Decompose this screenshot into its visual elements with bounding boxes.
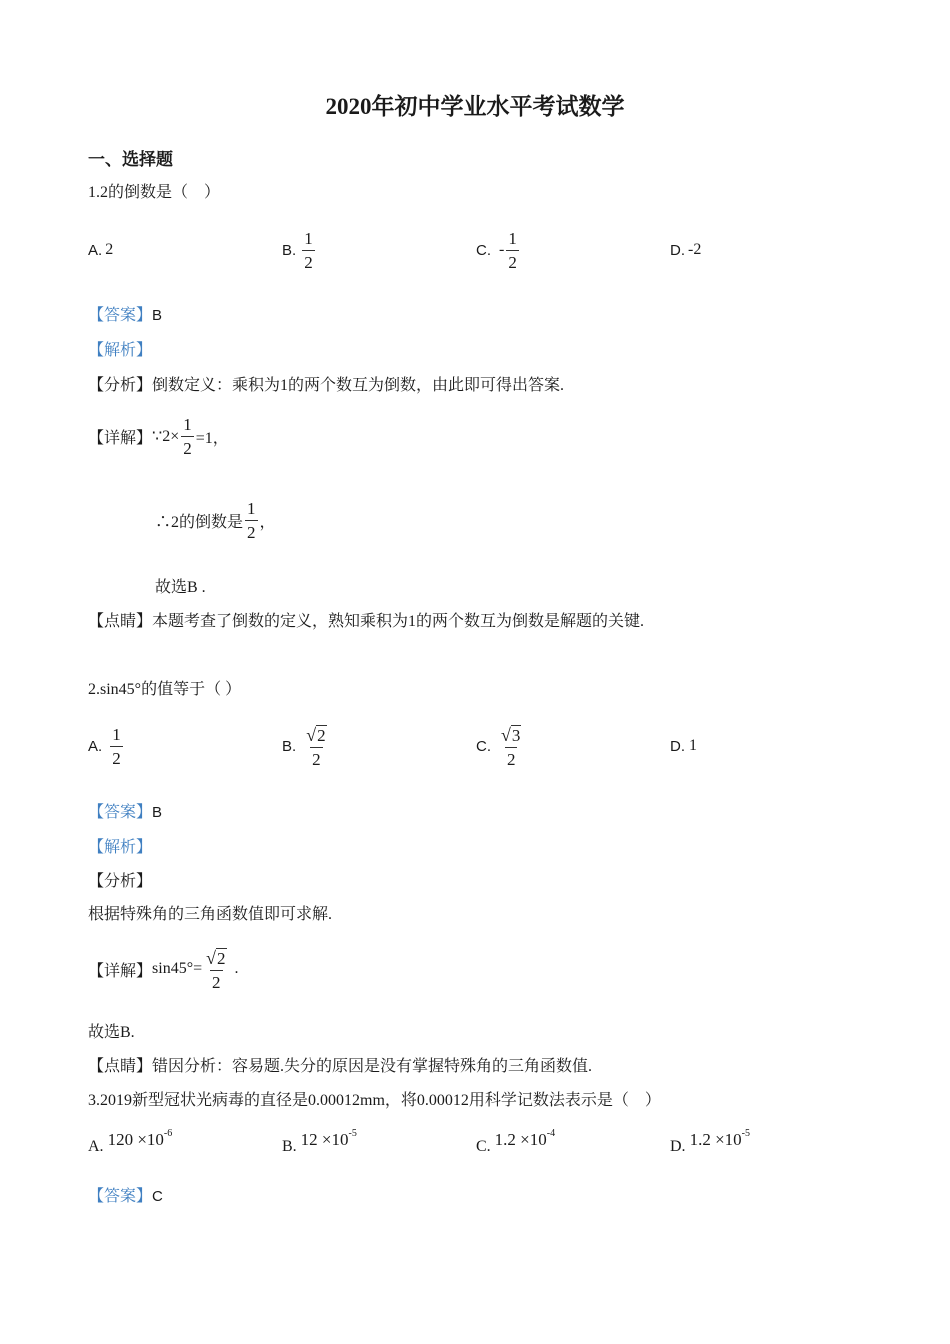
therefore-pre: ∴2的倒数是 <box>155 513 244 531</box>
sci-notation <box>495 1128 555 1150</box>
page-title: 2020年初中学业水平考试数学 <box>325 94 625 119</box>
option-label: C. <box>476 737 491 755</box>
answer-value: C <box>152 1188 163 1205</box>
denominator: 2 <box>505 747 518 768</box>
q1-answer <box>88 302 162 325</box>
denominator: 2 <box>245 520 258 541</box>
fraction <box>499 725 523 768</box>
denominator: 2 <box>302 250 315 271</box>
q1-xiangjie <box>88 404 229 468</box>
q2-choose: 故选B. <box>88 1024 135 1041</box>
xiangjie-pre: sin45°= <box>152 960 203 977</box>
denominator: 2 <box>181 436 194 457</box>
sci-times: ×10 <box>137 1130 164 1149</box>
sci-exponent: -5 <box>348 1128 357 1139</box>
option-label: D. <box>670 737 685 755</box>
radicand: 2 <box>217 948 226 968</box>
option-value: -2 <box>688 241 702 258</box>
q1-analysis-tag: 【解析】 <box>88 342 153 359</box>
answer-tag: 【答案】 <box>88 804 153 821</box>
numerator: 1 <box>304 228 313 248</box>
dianjing-text: 错因分析：容易题.失分的原因是没有掌握特殊角的三角函数值. <box>152 1058 593 1075</box>
option-label: A. <box>88 1138 104 1155</box>
fraction <box>302 230 315 271</box>
q2-answer <box>88 799 162 822</box>
q2-option-d <box>670 712 697 780</box>
q2-fenxi-tag: 【分析】 <box>88 873 153 890</box>
option-value: 1 <box>689 737 697 754</box>
option-value: 2 <box>105 241 114 258</box>
option-label: D. <box>670 241 685 259</box>
sqrt <box>206 948 226 967</box>
denominator: 2 <box>310 747 323 768</box>
option-label: B. <box>282 1138 297 1155</box>
sci-exponent: -6 <box>163 1128 173 1139</box>
xiangjie-pre: ∵2× <box>152 428 180 445</box>
fenxi-text: 倒数定义：乘积为1的两个数互为倒数，由此即可得出答案. <box>152 377 565 394</box>
q2-analysis-tag: 【解析】 <box>88 839 153 856</box>
q2-option-b <box>282 712 331 780</box>
q2-option-c <box>476 712 525 780</box>
q2-dianjing <box>88 1053 592 1076</box>
xiangjie-tag: 【详解】 <box>88 962 153 980</box>
radical-sign: √ <box>306 724 317 745</box>
sci-base: 12 <box>300 1130 318 1149</box>
answer-tag: 【答案】 <box>88 1188 153 1205</box>
xiangjie-tag: 【详解】 <box>88 429 153 447</box>
q1-option-c <box>476 218 521 282</box>
option-label: B. <box>282 737 297 755</box>
sqrt <box>306 725 326 744</box>
dianjing-text: 本题考查了倒数的定义，熟知乘积为1的两个数互为倒数是解题的关键. <box>152 613 645 630</box>
sqrt <box>501 725 521 744</box>
q3-option-c <box>476 1124 555 1156</box>
q1-stem: 1.2的倒数是（ ） <box>88 184 221 201</box>
fraction <box>181 416 194 457</box>
dianjing-tag: 【点睛】 <box>88 613 153 630</box>
q2-xiangjie <box>88 935 239 1003</box>
radical-sign: √ <box>501 724 511 745</box>
sci-base: 1.2 <box>494 1130 516 1149</box>
sci-exponent: -4 <box>546 1128 556 1139</box>
sci-notation <box>108 1128 173 1150</box>
sci-base: 120 <box>107 1130 134 1149</box>
minus-sign: - <box>499 241 505 258</box>
sci-times: ×10 <box>715 1130 742 1149</box>
radicand: 2 <box>317 725 326 745</box>
sci-base: 1.2 <box>689 1130 711 1149</box>
sci-times: ×10 <box>321 1130 349 1149</box>
dianjing-tag: 【点睛】 <box>88 1058 153 1075</box>
q2-stem: 2.sin45°的值等于（ ） <box>88 681 242 698</box>
option-label: D. <box>670 1138 686 1155</box>
q1-option-b <box>282 218 317 282</box>
section-heading: 一、选择题 <box>88 150 173 169</box>
q1-choose: 故选B . <box>155 579 206 596</box>
sci-exponent: -5 <box>741 1128 750 1139</box>
q1-therefore <box>155 488 276 552</box>
numerator: 1 <box>508 228 517 248</box>
option-label: A. <box>88 241 103 259</box>
radical-sign: √ <box>206 947 216 968</box>
answer-value: B <box>152 307 163 324</box>
q3-answer <box>88 1183 163 1206</box>
sci-notation <box>301 1128 357 1150</box>
denominator: 2 <box>506 250 519 271</box>
xiangjie-post: =1， <box>195 429 229 447</box>
q1-fenxi <box>88 372 564 395</box>
q3-option-a <box>88 1124 172 1156</box>
therefore-post: ， <box>259 513 276 531</box>
numerator: 1 <box>112 724 121 744</box>
fraction <box>304 725 328 768</box>
fenxi-tag: 【分析】 <box>88 377 153 394</box>
option-label: A. <box>88 737 103 755</box>
denominator: 2 <box>110 746 123 767</box>
fraction <box>204 948 228 991</box>
xiangjie-post: . <box>234 960 239 977</box>
option-label: C. <box>476 1138 491 1155</box>
q1-option-a <box>88 218 113 282</box>
fraction <box>506 230 519 271</box>
q3-option-d <box>670 1124 750 1156</box>
option-label: C. <box>476 241 491 259</box>
radicand: 3 <box>511 725 521 745</box>
option-label: B. <box>282 241 297 259</box>
answer-tag: 【答案】 <box>88 307 153 324</box>
q3-stem: 3.2019新型冠状光病毒的直径是0.00012mm，将0.00012用科学记数法表示是（ ） <box>88 1092 661 1109</box>
sci-notation <box>690 1128 750 1150</box>
numerator: 1 <box>247 498 256 518</box>
sci-times: ×10 <box>520 1130 547 1149</box>
q1-dianjing <box>88 608 644 631</box>
q1-option-d <box>670 218 701 282</box>
q2-option-a <box>88 712 125 780</box>
fraction <box>110 726 123 767</box>
q2-fenxi-text: 根据特殊角的三角函数值即可求解. <box>88 906 333 923</box>
numerator: 1 <box>183 414 192 434</box>
denominator: 2 <box>210 970 223 991</box>
answer-value: B <box>152 804 163 821</box>
fraction <box>245 500 258 541</box>
q3-option-b <box>282 1124 357 1156</box>
